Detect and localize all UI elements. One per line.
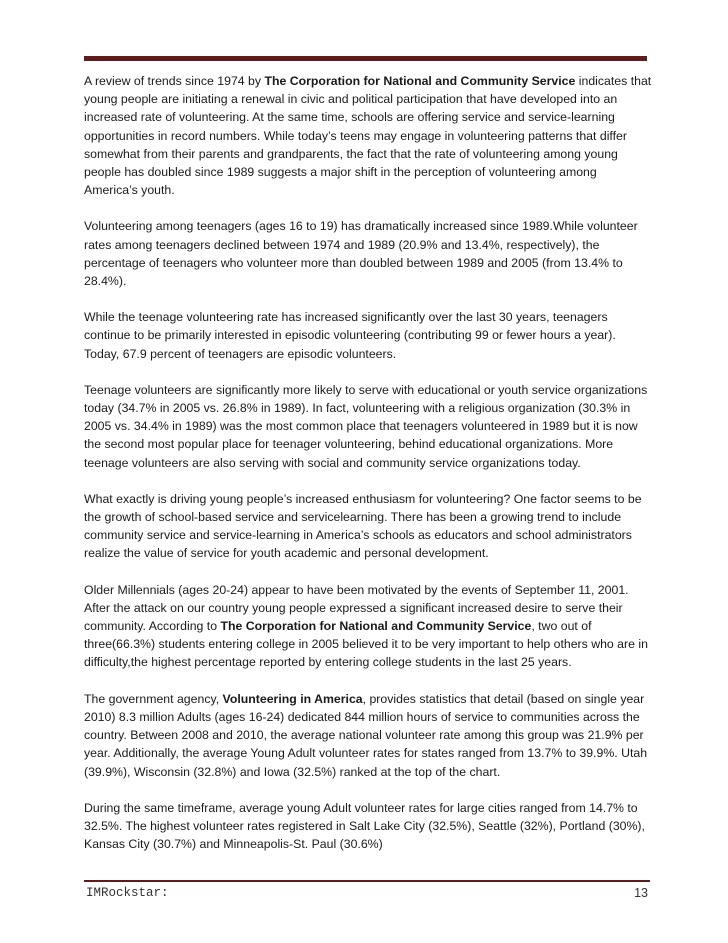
text-run: Older Millennials (ages 20-24) appear to have been motivated by the events of September 11, 2001. After the attack on our country young people expressed a significant increased desire to serve their community. According to bbox=[84, 582, 629, 634]
bold-text: The Corporation for National and Community Service bbox=[220, 619, 532, 634]
text-run: A review of trends since 1974 by bbox=[84, 74, 265, 88]
bold-text: Volunteering in America bbox=[222, 691, 363, 706]
text-run: indicates that young people are initiating a renewal in civic and political participation that have developed into an increased rate of volunteering. At the same time, schools are offering service and service-learning opportunities in record numbers. While today’s teens may engage in volunteering patterns that differ somewhat from their parents and grandparents, the fact that the rate of volunteering among young people has doubled since 1989 suggests a major shift in the perception of volunteering among America’s youth. bbox=[84, 74, 652, 198]
text-run: , two out of three(66.3%) students entering college in 2005 believed it to be very important to help others who are in difficulty,the highest percentage reported by entering college students in the last 25 years. bbox=[84, 619, 648, 670]
text-run: What exactly is driving young people’s increased enthusiasm for volunteering? One factor seems to be the growth of school-based service and servicelearning. There has been a growing trend to include community service and service-learning in America’s schools as educators and school administrators realize the value of service for youth academic and personal development. bbox=[84, 491, 642, 561]
text-run: Volunteering among teenagers (ages 16 to 19) has dramatically increased since 1989.While volunteer rates among teenagers declined between 1974 and 1989 (20.9% and 13.4%, respectively), the percentage of teenagers who volunteer more than doubled between 1989 and 2005 (from 13.4% to 28.4%). bbox=[84, 219, 638, 289]
page-number: 13 bbox=[634, 886, 648, 900]
footer-label: IMRockstar: bbox=[86, 886, 169, 900]
header-rule bbox=[84, 56, 647, 61]
paragraph bbox=[84, 308, 652, 363]
paragraph bbox=[84, 690, 652, 781]
paragraph bbox=[84, 581, 652, 672]
text-run: During the same timeframe, average young Adult volunteer rates for large cities ranged from 14.7% to 32.5%. The highest volunteer rates registered in Salt Lake City (32.5%), Seattle (32%), Portland (30%), Kansas City (30.7%) and Minneapolis-St. Paul (30.6%) bbox=[84, 800, 645, 852]
text-run: While the teenage volunteering rate has increased significantly over the last 30 years, teenagers continue to be primarily interested in episodic volunteering (contributing 99 or fewer hours a year). Today, 67.9 percent of teenagers are episodic volunteers. bbox=[84, 310, 616, 361]
paragraph bbox=[84, 490, 652, 563]
document-body bbox=[84, 72, 652, 871]
paragraph bbox=[84, 381, 652, 472]
paragraph bbox=[84, 217, 652, 290]
text-run: Teenage volunteers are significantly more likely to serve with educational or youth service organizations today (34.7% in 2005 vs. 26.8% in 1989). In fact, volunteering with a religious organization (30.3% in 2005 vs. 34.4% in 1989) was the most common place that teenagers volunteered in 1989 but it is now the second most popular place for teenager volunteering, behind educational organizations. More teenage volunteers are also serving with social and community service organizations today. bbox=[84, 382, 648, 470]
paragraph bbox=[84, 72, 652, 199]
footer-rule bbox=[84, 880, 650, 882]
bold-text: The Corporation for National and Community Service bbox=[264, 74, 576, 88]
text-run: , provides statistics that detail (based on single year 2010) 8.3 million Adults (ages 16-24) dedicated 844 million hours of service to communities across the country. Between 2008 and 2010, the average national volunteer rate among this group was 21.9% per year. Additionally, the average Young Adult volunteer rates for states ranged from 13.7% to 39.9%. Utah (39.9%), Wisconsin (32.8%) and Iowa (32.5%) ranked at the top of the chart. bbox=[84, 691, 648, 779]
paragraph bbox=[84, 799, 652, 854]
text-run: The government agency, bbox=[84, 691, 223, 706]
